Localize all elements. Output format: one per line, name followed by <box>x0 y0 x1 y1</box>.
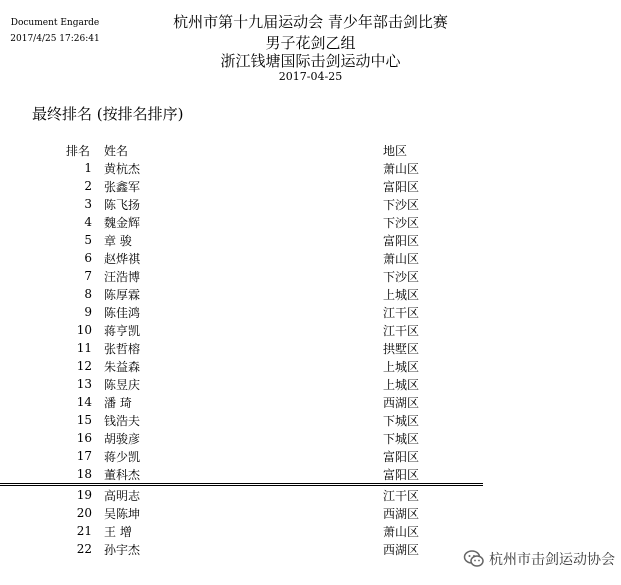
name-cell: 汪浩博 <box>104 269 141 284</box>
section-heading: 最终排名 (按排名排序) <box>32 105 184 123</box>
event-date: 2017-04-25 <box>278 70 343 83</box>
spacer-cell <box>92 339 104 357</box>
rank-header: 排名 <box>65 143 90 158</box>
region-cell: 上城区 <box>383 359 420 374</box>
region-cell: 上城区 <box>383 287 420 302</box>
region-cell: 富阳区 <box>383 233 420 248</box>
region-cell: 下城区 <box>383 431 420 446</box>
region-cell: 江干区 <box>383 305 420 320</box>
region-cell: 西湖区 <box>383 395 420 410</box>
rank-cell: 11 <box>76 341 92 355</box>
rank-cell: 17 <box>76 449 92 463</box>
watermark <box>463 544 615 574</box>
rank-cell: 4 <box>84 215 92 229</box>
spacer-cell <box>92 285 104 303</box>
region-cell: 江干区 <box>383 488 420 503</box>
wechat-icon <box>463 548 485 570</box>
spacer-cell <box>92 447 104 465</box>
name-cell: 朱益森 <box>104 359 141 374</box>
table-row <box>0 321 483 339</box>
name-cell: 孙宇杰 <box>104 542 141 557</box>
rank-cell: 6 <box>84 251 92 265</box>
name-cell: 章 骏 <box>104 233 132 248</box>
rank-cell: 3 <box>84 197 92 211</box>
rank-cell: 18 <box>0 465 92 485</box>
rank-cell: 20 <box>76 506 92 520</box>
table-row <box>0 375 483 393</box>
name-cell: 陈厚霖 <box>104 287 141 302</box>
rank-cell: 12 <box>76 359 92 373</box>
spacer-cell <box>92 357 104 375</box>
spacer-cell <box>92 393 104 411</box>
region-cell: 下沙区 <box>383 269 420 284</box>
rank-cell: 1 <box>84 161 92 175</box>
table-row <box>0 339 483 357</box>
region-cell: 萧山区 <box>383 524 420 539</box>
rank-cell: 7 <box>84 269 92 283</box>
name-cell: 张哲榕 <box>104 341 141 356</box>
table-row <box>0 504 483 522</box>
spacer-cell <box>92 177 104 195</box>
table-row <box>0 485 483 505</box>
spacer-cell <box>92 375 104 393</box>
table-row <box>0 465 483 485</box>
region-cell: 拱墅区 <box>383 341 420 356</box>
name-cell: 张鑫军 <box>104 179 141 194</box>
spacer-cell <box>92 159 104 177</box>
name-cell: 王 增 <box>104 524 132 539</box>
region-cell: 下城区 <box>383 413 420 428</box>
rank-cell: 15 <box>76 413 92 427</box>
spacer-cell <box>92 411 104 429</box>
name-cell: 蒋少凯 <box>104 449 141 464</box>
region-cell: 萧山区 <box>383 161 420 176</box>
table-row <box>0 195 483 213</box>
rank-cell: 14 <box>76 395 92 409</box>
name-cell: 胡骏彦 <box>104 431 141 446</box>
rank-cell: 5 <box>84 233 92 247</box>
region-cell: 富阳区 <box>383 449 420 464</box>
table-row <box>0 411 483 429</box>
rank-cell: 8 <box>84 287 92 301</box>
name-header: 姓名 <box>104 143 129 158</box>
region-cell: 江干区 <box>383 323 420 338</box>
spacer-cell <box>92 540 104 558</box>
region-cell: 萧山区 <box>383 251 420 266</box>
spacer-cell <box>92 522 104 540</box>
spacer-cell <box>92 231 104 249</box>
region-cell: 下沙区 <box>383 197 420 212</box>
rank-cell: 13 <box>76 377 92 391</box>
rank-cell: 21 <box>76 524 92 538</box>
spacer-cell <box>92 465 104 485</box>
table-row <box>0 447 483 465</box>
name-cell: 黄杭杰 <box>104 161 141 176</box>
name-cell: 董科杰 <box>104 465 383 485</box>
spacer-cell <box>92 321 104 339</box>
software-label: Document Engarde <box>10 18 100 28</box>
region-cell: 上城区 <box>383 377 420 392</box>
spacer-cell <box>92 504 104 522</box>
spacer-cell <box>92 485 104 505</box>
ranking-table <box>0 141 483 558</box>
table-row <box>0 357 483 375</box>
table-row <box>0 303 483 321</box>
table-row <box>0 429 483 447</box>
name-cell: 陈昱庆 <box>104 377 141 392</box>
table-row <box>0 285 483 303</box>
event-name: 男子花剑乙组 <box>265 34 356 52</box>
name-cell: 蒋亨凯 <box>104 323 141 338</box>
table-row <box>0 267 483 285</box>
name-cell: 陈佳鸿 <box>104 305 141 320</box>
name-cell: 吴陈坤 <box>104 506 141 521</box>
print-datetime: 2017/4/25 17:26:41 <box>10 34 100 44</box>
region-cell: 西湖区 <box>383 506 420 521</box>
region-header: 地区 <box>383 143 408 158</box>
name-cell: 赵烨祺 <box>104 251 141 266</box>
table-row <box>0 177 483 195</box>
table-row <box>0 159 483 177</box>
table-row <box>0 522 483 540</box>
rank-cell: 19 <box>76 488 92 502</box>
competition-title: 杭州市第十九届运动会 青少年部击剑比赛 <box>173 13 448 31</box>
spacer-cell <box>92 249 104 267</box>
region-cell: 西湖区 <box>383 542 420 557</box>
region-cell: 富阳区 <box>383 465 483 485</box>
name-cell: 潘 琦 <box>104 395 132 410</box>
rank-cell: 22 <box>76 542 92 556</box>
name-cell: 魏金辉 <box>104 215 141 230</box>
spacer-cell <box>92 213 104 231</box>
table-row <box>0 249 483 267</box>
table-row <box>0 393 483 411</box>
rank-cell: 16 <box>76 431 92 445</box>
name-cell: 陈飞扬 <box>104 197 141 212</box>
watermark-text: 杭州市击剑运动协会 <box>489 552 615 568</box>
region-cell: 下沙区 <box>383 215 420 230</box>
table-row <box>0 213 483 231</box>
rank-cell: 2 <box>84 179 92 193</box>
table-row <box>0 231 483 249</box>
rank-cell: 10 <box>76 323 92 337</box>
name-cell: 钱浩夫 <box>104 413 141 428</box>
spacer-cell <box>92 267 104 285</box>
region-cell: 富阳区 <box>383 179 420 194</box>
table-row <box>0 540 483 558</box>
table-header-row <box>0 141 483 159</box>
spacer-cell <box>92 429 104 447</box>
rank-cell: 9 <box>84 305 92 319</box>
venue-name: 浙江钱塘国际击剑运动中心 <box>220 52 401 70</box>
spacer-cell <box>92 195 104 213</box>
spacer-cell <box>92 303 104 321</box>
name-cell: 高明志 <box>104 488 141 503</box>
